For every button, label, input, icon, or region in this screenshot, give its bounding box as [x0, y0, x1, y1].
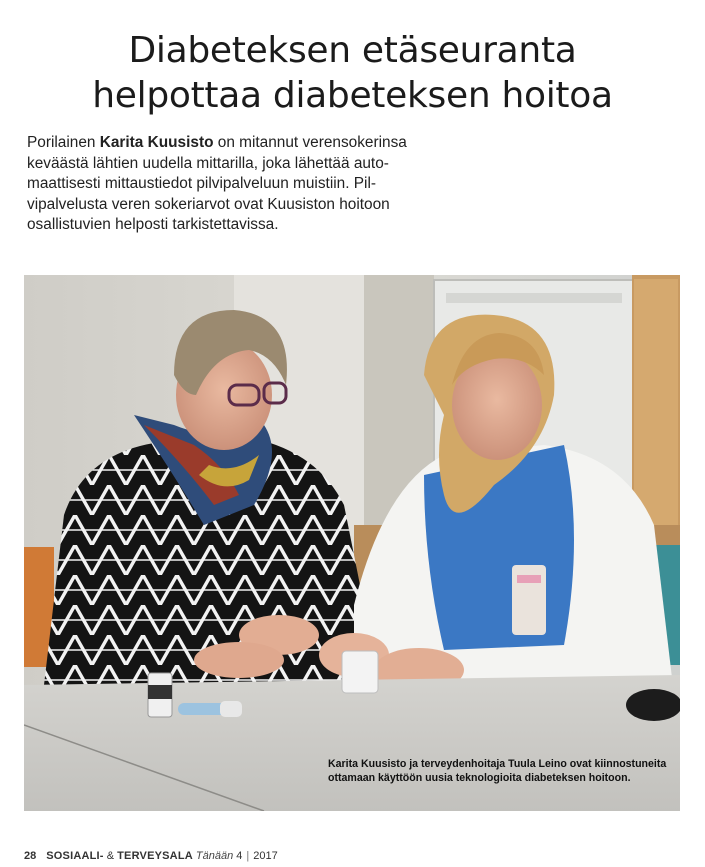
- title-line-1: Diabeteksen etäseuranta: [128, 30, 577, 72]
- lead-line-1-start: Porilainen: [27, 134, 100, 151]
- person-name-bold: Karita Kuusisto: [99, 134, 214, 151]
- magazine-name-part1: SOSIAALI-: [46, 850, 104, 862]
- lead-line-2: keväästä lähtien uudella mittarilla, joka lähettää auto-: [27, 154, 389, 172]
- lead-line-5: osallistuvien helposti tarkistettavissa.: [27, 216, 279, 233]
- lead-line-4: vipalvelusta veren sokeriarvot ovat Kuusiston hoitoon: [27, 195, 390, 213]
- footer-separator: |: [246, 850, 250, 862]
- article-lead: [27, 133, 457, 236]
- title-line-2: helpottaa diabeteksen hoitoa: [92, 75, 613, 117]
- magazine-name-part2: TERVEYSALA: [117, 850, 193, 862]
- caption-line-2: ottamaan käyttöön uusia teknologioita diabeteksen hoitoon.: [328, 772, 631, 784]
- photo-caption: [328, 757, 668, 785]
- issue-number: 4: [236, 850, 243, 862]
- magazine-ampersand: &: [103, 850, 118, 862]
- caption-line-1: Karita Kuusisto ja terveydenhoitaja Tuula Leino ovat kiinnostuneita: [328, 758, 667, 770]
- lead-line-1-end: on mitannut verensokerinsa: [213, 134, 407, 151]
- issue-year: 2017: [253, 850, 278, 862]
- page-footer: [24, 849, 278, 865]
- page-number: 28: [24, 850, 37, 862]
- magazine-tanaan: Tänään: [195, 850, 234, 862]
- photo-illustration: [24, 275, 680, 811]
- lead-line-3: maattisesti mittaustiedot pilvipalveluun muistiin. Pil-: [27, 175, 376, 192]
- lead-line-1: [27, 133, 457, 154]
- article-photo: [24, 275, 680, 811]
- article-title: [0, 28, 705, 118]
